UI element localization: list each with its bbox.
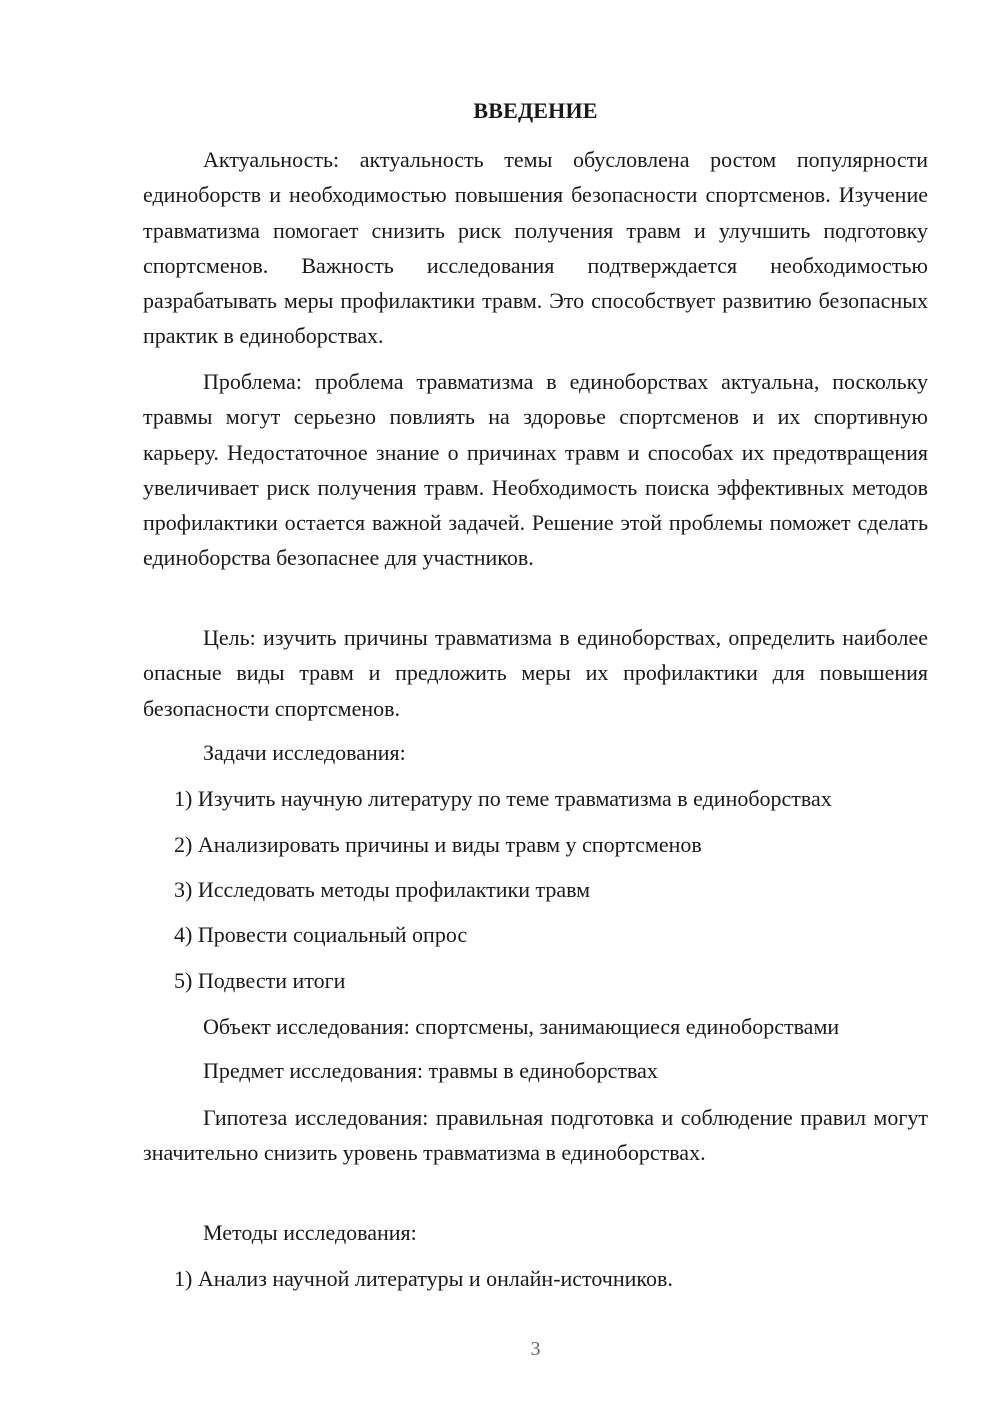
task-item: 3) Исследовать методы профилактики травм [174, 877, 591, 902]
research-subject: Предмет исследования: травмы в единоборствах [203, 1058, 658, 1083]
task-item: 2) Анализировать причины и виды травм у спортсменов [174, 832, 702, 857]
methods-heading: Методы исследования: [203, 1220, 417, 1245]
relevance-paragraph: Актуальность: актуальность темы обусловлена ростом популярности единоборств и необходимостью повышения безопасности спортсменов. Изучение травматизма помогает снизить риск получения травм и улучшить подготовку спортсменов. Важность исследования подтверждается необходимостью разрабатывать меры профилактики травм. Это способствует развитию безопасных практик в единоборствах. [143, 147, 928, 349]
task-item: 1) Изучить научную литературу по теме травматизма в единоборствах [174, 786, 832, 811]
goal-paragraph: Цель: изучить причины травматизма в единоборствах, определить наиболее опасные виды травм и предложить меры их профилактики для повышения безопасности спортсменов. [143, 625, 928, 721]
page-number: 3 [530, 1338, 541, 1360]
hypothesis-paragraph: Гипотеза исследования: правильная подготовка и соблюдение правил могут значительно снизить уровень травматизма в единоборствах. [143, 1105, 928, 1166]
method-item: 1) Анализ научной литературы и онлайн-источников. [174, 1266, 673, 1291]
page-title: ВВЕДЕНИЕ [473, 98, 598, 123]
research-object: Объект исследования: спортсмены, занимающиеся единоборствами [203, 1014, 840, 1039]
task-item: 4) Провести социальный опрос [174, 922, 468, 947]
tasks-heading: Задачи исследования: [203, 740, 406, 765]
problem-paragraph: Проблема: проблема травматизма в единоборствах актуальна, поскольку травмы могут серьезно повлиять на здоровье спортсменов и их спортивную карьеру. Недостаточное знание о причинах травм и способах их предотвращения увеличивает риск получения травм. Необходимость поиска эффективных методов профилактики остается важной задачей. Решение этой проблемы поможет сделать единоборства безопаснее для участников. [143, 369, 928, 571]
task-item: 5) Подвести итоги [174, 968, 346, 993]
